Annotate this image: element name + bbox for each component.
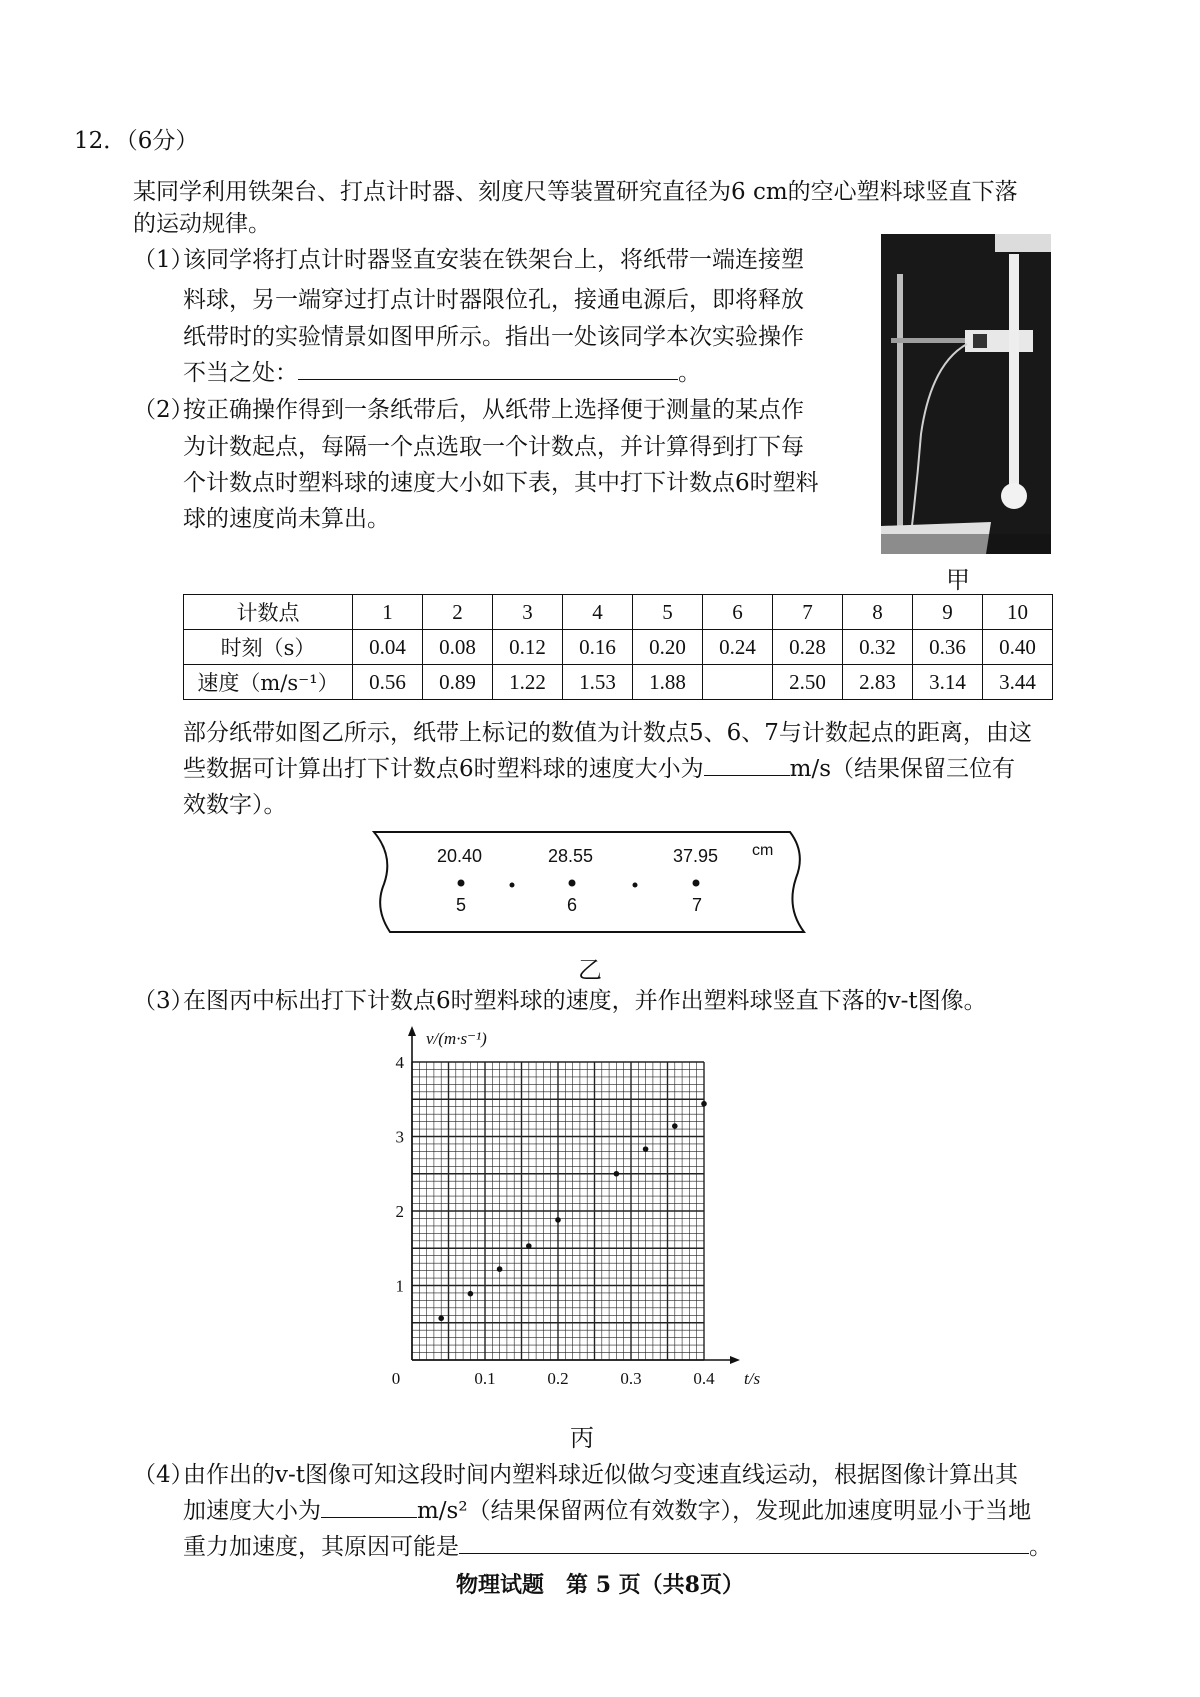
data-point	[438, 1315, 444, 1321]
part1-line4	[183, 356, 701, 390]
y-axis-label: v/(m·s⁻¹)	[426, 1029, 487, 1048]
table-cell: 3.14	[913, 665, 983, 700]
part3-text: 在图丙中标出打下计数点6时塑料球的速度，并作出塑料球竖直下落的v-t图像。	[183, 988, 987, 1014]
part2-label: （2）	[133, 397, 194, 423]
answer-blank-1[interactable]	[298, 357, 678, 380]
part1-line4-prefix: 不当之处：	[183, 360, 298, 386]
question-points: （6分）	[126, 128, 199, 154]
y-tick-label: 1	[395, 1276, 404, 1296]
iron-stand-photo-illustration	[881, 234, 1051, 554]
part1-line1: 该同学将打点计时器竖直安装在铁架台上，将纸带一端连接塑	[183, 247, 804, 273]
figure-bing-caption: 丙	[570, 1424, 594, 1452]
tape-distance-7: 37.95	[673, 846, 719, 866]
experiment-photo	[881, 234, 1051, 554]
table-cell: 4	[563, 595, 633, 630]
tape-label-6: 6	[567, 895, 578, 915]
table-cell: 0.20	[633, 630, 703, 665]
part2-after-line1: 部分纸带如图乙所示，纸带上标记的数值为计数点5、6、7与计数起点的距离，由这	[183, 720, 1032, 746]
part2-after-line2-prefix: 些数据可计算出打下计数点6时塑料球的速度大小为	[183, 756, 704, 782]
data-point	[643, 1146, 649, 1152]
table-cell: 1.53	[563, 665, 633, 700]
tape-dot-5	[458, 880, 465, 887]
table-header-cell: 时刻（s）	[184, 630, 353, 665]
table-row-points	[184, 595, 1053, 630]
table-cell: 0.12	[493, 630, 563, 665]
part4-line1: 由作出的v-t图像可知这段时间内塑料球近似做匀变速直线运动，根据图像计算出其	[183, 1462, 1019, 1488]
answer-blank-4[interactable]	[459, 1531, 1029, 1554]
table-cell: 2.83	[843, 665, 913, 700]
part4-line2-prefix: 加速度大小为	[183, 1498, 321, 1524]
part4-line3-prefix: 重力加速度，其原因可能是	[183, 1534, 459, 1560]
table-cell-blank[interactable]	[703, 665, 773, 700]
intro-line-1: 某同学利用铁架台、打点计时器、刻度尺等装置研究直径为6 cm的空心塑料球竖直下落	[133, 179, 1018, 205]
data-point	[614, 1171, 620, 1177]
table-cell: 0.32	[843, 630, 913, 665]
answer-blank-2[interactable]	[704, 753, 790, 776]
y-axis-arrow	[408, 1026, 416, 1036]
y-tick-label: 3	[395, 1127, 404, 1147]
data-point	[468, 1291, 474, 1297]
part2-line4: 球的速度尚未算出。	[183, 506, 390, 532]
table-cell: 0.28	[773, 630, 843, 665]
data-point	[526, 1243, 532, 1249]
tape-dot	[510, 883, 515, 888]
table-cell: 0.40	[983, 630, 1053, 665]
page-footer: 物理试题 第 5 页（共8页）	[456, 1572, 744, 1598]
tape-dot	[633, 883, 638, 888]
tape-distance-6: 28.55	[548, 846, 594, 866]
x-tick-label: 0.1	[474, 1369, 496, 1388]
table-cell: 0.36	[913, 630, 983, 665]
y-tick-label: 4	[395, 1053, 404, 1072]
part1-label: （1）	[133, 247, 194, 273]
part3-label: （3）	[133, 988, 194, 1014]
part4-line3	[183, 1530, 1052, 1564]
table-cell: 6	[703, 595, 773, 630]
x-axis-arrow	[730, 1356, 740, 1364]
figure-yi-caption: 乙	[578, 956, 602, 984]
part1-line4-suffix: 。	[678, 360, 701, 386]
y-tick-label: 2	[395, 1202, 404, 1221]
velocity-table	[183, 594, 1053, 700]
table-cell: 0.56	[353, 665, 423, 700]
origin-label: 0	[391, 1369, 401, 1388]
table-row-speeds	[184, 665, 1053, 700]
tape-label-5: 5	[456, 895, 467, 915]
part2-line1: 按正确操作得到一条纸带后，从纸带上选择便于测量的某点作	[183, 397, 804, 423]
tape-label-7: 7	[692, 895, 703, 915]
part1-line2: 料球，另一端穿过打点计时器限位孔，接通电源后，即将释放	[183, 287, 804, 313]
data-point	[497, 1266, 503, 1272]
table-header-cell: 速度（m/s⁻¹）	[184, 665, 353, 700]
table-cell: 2	[423, 595, 493, 630]
table-cell: 1.88	[633, 665, 703, 700]
part2-after-line2	[183, 752, 1015, 786]
part2-after-line3: 效数字）。	[183, 792, 287, 818]
table-header-cell: 计数点	[184, 595, 353, 630]
paper-tape	[360, 828, 820, 938]
table-cell: 3.44	[983, 665, 1053, 700]
answer-blank-3[interactable]	[321, 1495, 417, 1518]
table-cell: 1.22	[493, 665, 563, 700]
x-tick-label: 0.4	[693, 1369, 715, 1388]
intro-line-2: 的运动规律。	[133, 211, 271, 237]
question-header	[74, 124, 198, 158]
part1-line3: 纸带时的实验情景如图甲所示。指出一处该同学本次实验操作	[183, 324, 804, 350]
vt-graph[interactable]	[380, 1022, 800, 1432]
data-point	[701, 1101, 707, 1107]
table-cell: 7	[773, 595, 843, 630]
data-point	[555, 1217, 561, 1223]
part2-line3: 个计数点时塑料球的速度大小如下表，其中打下计数点6时塑料	[183, 470, 819, 496]
part2-after-line2-suffix: m/s（结果保留三位有	[789, 756, 1016, 782]
table-cell: 0.89	[423, 665, 493, 700]
table-cell: 0.24	[703, 630, 773, 665]
table-row-times	[184, 630, 1053, 665]
table-cell: 9	[913, 595, 983, 630]
tape-dot-6	[569, 880, 576, 887]
x-tick-label: 0.2	[547, 1369, 569, 1388]
question-number: 12．	[74, 128, 127, 154]
table-cell: 8	[843, 595, 913, 630]
part2-line2: 为计数起点，每隔一个点选取一个计数点，并计算得到打下每	[183, 434, 804, 460]
table-cell: 1	[353, 595, 423, 630]
tape-dot-7	[693, 880, 700, 887]
part4-line2	[183, 1494, 1031, 1528]
x-tick-label: 0.3	[620, 1369, 642, 1388]
table-cell: 3	[493, 595, 563, 630]
table-cell: 10	[983, 595, 1053, 630]
table-cell: 0.16	[563, 630, 633, 665]
table-cell: 0.04	[353, 630, 423, 665]
x-axis-label: t/s	[744, 1369, 761, 1388]
tape-unit: cm	[752, 842, 774, 859]
part4-line3-suffix: 。	[1029, 1534, 1052, 1560]
table-cell: 0.08	[423, 630, 493, 665]
part4-line2-suffix: m/s²（结果保留两位有效数字），发现此加速度明显小于当地	[417, 1498, 1032, 1524]
tape-distance-5: 20.40	[437, 846, 483, 866]
part4-label: （4）	[133, 1462, 194, 1488]
data-point	[672, 1123, 678, 1129]
figure-jia-caption: 甲	[946, 566, 970, 594]
table-cell: 5	[633, 595, 703, 630]
table-cell: 2.50	[773, 665, 843, 700]
